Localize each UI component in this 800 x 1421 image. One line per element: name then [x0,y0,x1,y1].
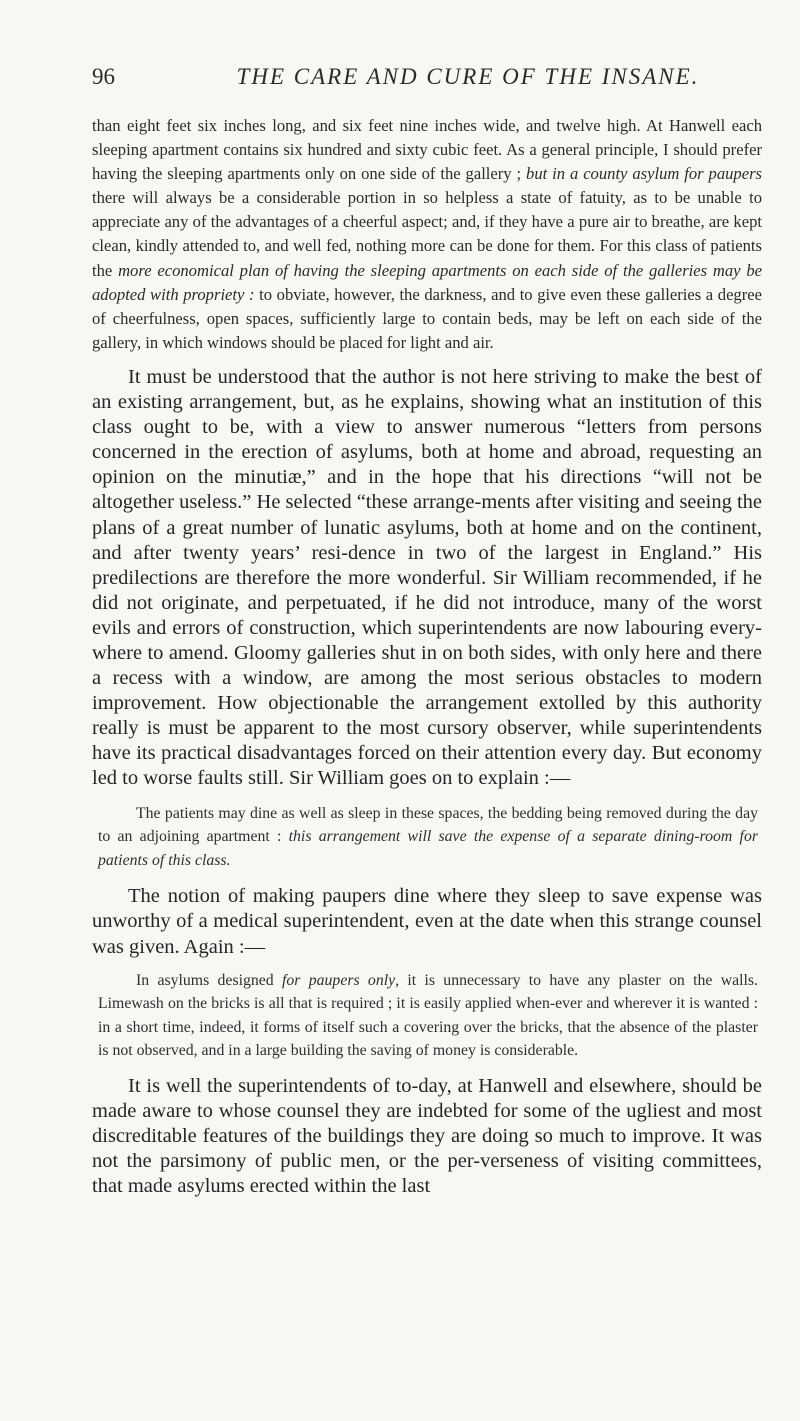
paragraph-author-intent [92,365,762,792]
text-run: It must be understood that the author is not here striving to make the best of an existing arrangement, but, as he explains, showing what an institution of this class ought to be, with a view to answer numerous “letters from persons concerned in the erection of asylums, both at home and abroad, requesting an opinion on the minutiæ,” and in the hope that his directions “will not be altogether useless.” He selected “these arrange-ments after visiting and seeing the plans of a great number of lunatic asylums, both at home and on the continent, and after twenty years’ resi-dence in two of the largest in England.” His predilections are therefore the more wonderful. Sir William recommended, if he did not originate, and perpetuated, if he did not introduce, many of the worst evils and errors of construction, which superintendents are now labouring every-where to amend. Gloomy galleries shut in on both sides, with only here and there a recess with a window, are among the most serious obstacles to modern improvement. How objectionable the arrangement extolled by this authority really is must be apparent to the most cursory observer, while superintendents have its practical disadvantages forced on their attention every day. But economy led to worse faults still. Sir William goes on to explain :— [92,365,762,790]
text-run: The notion of making paupers dine where they sleep to save expense was unworthy of a medical superintendent, even at the date when this strange counsel was given. Again :— [92,885,762,958]
block-quote-limewash [98,969,758,1063]
text-run: The patients may dine as well as sleep in these spaces, the bedding being removed during the day to an adjoining apartment : [98,804,758,846]
body-text [92,114,762,1199]
italic-run: but in a county asylum for paupers [526,164,763,184]
text-run: to obviate, however, the darkness, and to give even these galleries a degree of cheerfulness, open spaces, sufficiently large to contain beds, may be left on each side of the gallery, in which windows should be placed for light and air. [92,284,762,352]
page-header [92,64,764,94]
text-run: there will always be a considerable portion in so helpless a state of fatuity, as to be unable to appreciate any of the advantages of a cheerful aspect; and, if they have a pure air to breathe, are kept clean, kindly attended to, and well fed, nothing more can be done for them. For this class of patients the [92,188,762,280]
paragraph-paupers-dine [92,884,762,959]
text-run: than eight feet six inches long, and six feet nine inches wide, and twelve high. At Hanwell each sleeping apartment contains six hundred and sixty cubic feet. As a general principle, I should prefer having the sleeping apartments only on one side of the gallery ; [92,116,762,184]
italic-run: this arrangement will save the expense of a separate dining-room for patients of this class. [98,828,758,869]
italic-run: for paupers only [282,971,396,989]
text-run: In asylums designed [136,971,282,989]
running-title: THE CARE AND CURE OF THE INSANE. [236,64,700,89]
block-quote-dining [98,802,758,873]
page-number: 96 [92,64,115,89]
italic-run: more economical plan of having the sleeping apartments on each side of the galleries may be adopted with propriety : [92,260,762,304]
paragraph-superintendents [92,1074,762,1199]
text-run: , it is unnecessary to have any plaster on the walls. Limewash on the bricks is all that is required ; it is easily applied when-ever and wherever it is wanted : in a short time, indeed, it forms of itself such a covering over the bricks, that the absence of the plaster is not observed, and in a large building the saving of money is considerable. [98,971,758,1060]
text-run: It is well the superintendents of to-day, at Hanwell and elsewhere, should be made aware to whose counsel they are indebted for some of the ugliest and most discreditable features of the buildings they are doing so much to improve. It was not the parsimony of public men, or the per-verseness of visiting committees, that made asylums erected within the last [92,1074,762,1198]
paragraph-continued [92,114,762,355]
